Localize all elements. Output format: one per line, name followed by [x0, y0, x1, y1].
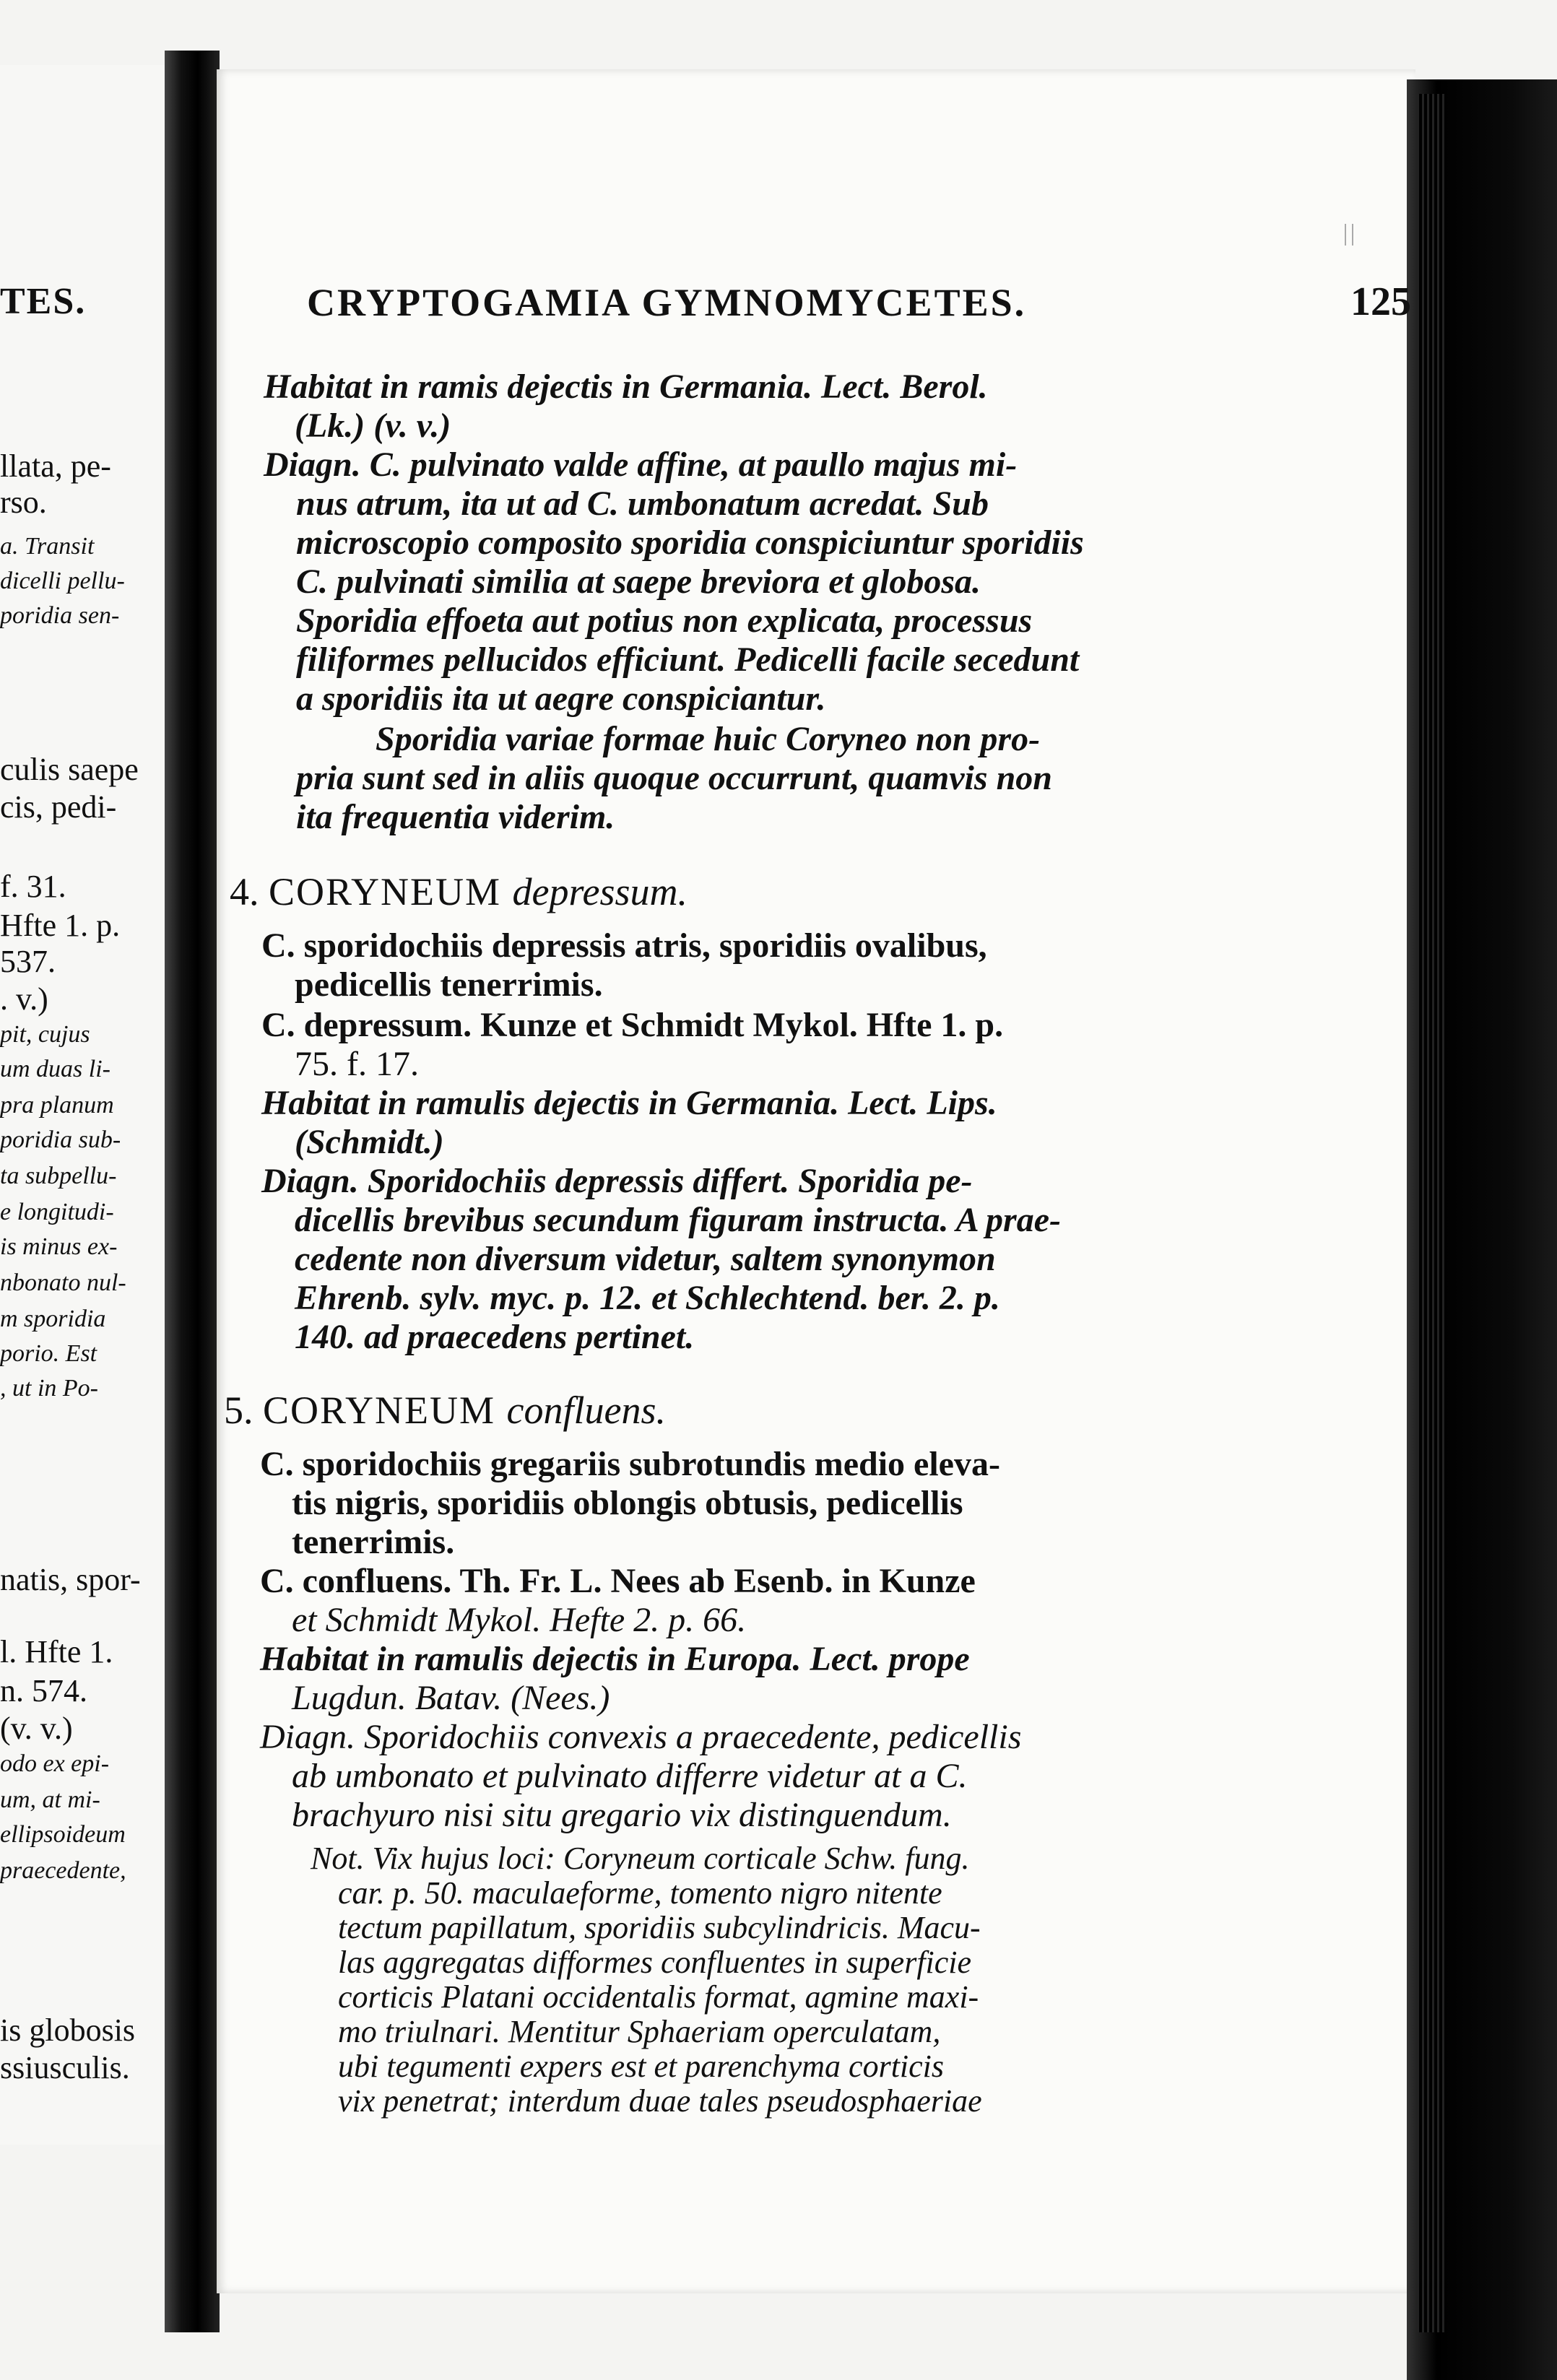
- text-line: ab umbonato et pulvinato differre videtur at a C.: [292, 1757, 968, 1795]
- left-page-text-fragment: is minus ex-: [0, 1233, 118, 1260]
- text-line: C. confluens. Th. Fr. L. Nees ab Esenb. in Kunze: [260, 1562, 976, 1600]
- species-number: 4.: [230, 870, 269, 913]
- text-line: Habitat in ramulis dejectis in Europa. Lect. prope: [260, 1640, 970, 1678]
- text-line: Lugdun. Batav. (Nees.): [292, 1679, 610, 1717]
- left-page-text-fragment: porio. Est: [0, 1340, 97, 1367]
- left-page-text-fragment: e longitudi-: [0, 1199, 114, 1225]
- text-line: vix penetrat; interdum duae tales pseudosphaeriae: [338, 2083, 982, 2119]
- book-gutter: [165, 51, 220, 2332]
- left-page-text-fragment: ta subpellu-: [0, 1163, 117, 1189]
- species-heading: [230, 869, 688, 914]
- species-epithet: confluens.: [506, 1389, 667, 1432]
- text-line: corticis Platani occidentalis format, agmine maxi-: [338, 1979, 979, 2015]
- text-line: Habitat in ramis dejectis in Germania. Lect. Berol.: [264, 368, 988, 406]
- left-page-text-fragment: is globosis: [0, 2012, 136, 2048]
- text-line: mo triulnari. Mentitur Sphaeriam operculatam,: [338, 2014, 941, 2049]
- text-line: Diagn. Sporidochiis depressis differt. Sporidia pe-: [261, 1162, 973, 1200]
- text-line: (Lk.) (v. v.): [295, 407, 451, 445]
- left-page-text-fragment: nbonato nul-: [0, 1269, 126, 1296]
- left-page-text-fragment: um duas li-: [0, 1056, 110, 1082]
- text-line: Diagn. C. pulvinato valde affine, at paullo majus mi-: [264, 446, 1018, 484]
- text-line: brachyuro nisi situ gregario vix distinguendum.: [292, 1796, 952, 1834]
- left-page-text-fragment: poridia sen-: [0, 602, 120, 629]
- left-page-text-fragment: praecedente,: [0, 1857, 126, 1884]
- left-page-text-fragment: 537.: [0, 944, 56, 979]
- text-line: tis nigris, sporidiis oblongis obtusis, pedicellis: [292, 1484, 963, 1522]
- text-line: C. sporidochiis gregariis subrotundis medio eleva-: [260, 1445, 1000, 1483]
- page-number: 125: [1350, 279, 1411, 324]
- text-line: Diagn. Sporidochiis convexis a praecedente, pedicellis: [260, 1718, 1022, 1756]
- text-line: (Schmidt.): [295, 1123, 444, 1161]
- left-page-text-fragment: pra planum: [0, 1092, 114, 1119]
- left-page-text-fragment: um, at mi-: [0, 1786, 100, 1813]
- text-line: C. sporidochiis depressis atris, sporidiis ovalibus,: [261, 926, 987, 965]
- left-page-text-fragment: f. 31.: [0, 869, 66, 904]
- text-line: Ehrenb. sylv. myc. p. 12. et Schlechtend. ber. 2. p.: [295, 1279, 1000, 1317]
- text-line: ubi tegumenti expers est et parenchyma corticis: [338, 2049, 945, 2084]
- text-line: Habitat in ramulis dejectis in Germania. Lect. Lips.: [261, 1084, 997, 1122]
- left-page-text-fragment: (v. v.): [0, 1711, 73, 1746]
- scan-mark: [1345, 224, 1353, 246]
- text-line: cedente non diversum videtur, saltem synonymon: [295, 1240, 996, 1278]
- page-edges: [1417, 94, 1446, 2332]
- left-page-text-fragment: TES.: [0, 281, 87, 322]
- left-page-text-fragment: llata, pe-: [0, 448, 111, 484]
- left-page-text-fragment: l. Hfte 1.: [0, 1634, 113, 1669]
- text-line: 75. f. 17.: [295, 1045, 419, 1083]
- left-page-text-fragment: pit, cujus: [0, 1021, 90, 1048]
- species-heading: [224, 1388, 666, 1433]
- text-line: Sporidia effoeta aut potius non explicata, processus: [296, 601, 1033, 640]
- left-page-text-fragment: rso.: [0, 485, 47, 520]
- left-page-text-fragment: culis saepe: [0, 752, 139, 787]
- text-line: filiformes pellucidos efficiunt. Pedicelli facile secedunt: [296, 640, 1080, 679]
- genus-name: CORYNEUM: [269, 870, 513, 913]
- left-page-fragment: [0, 65, 185, 2145]
- text-line: tectum papillatum, sporidiis subcylindricis. Macu-: [338, 1910, 981, 1945]
- text-line: microscopio composito sporidia conspiciuntur sporidiis: [296, 524, 1084, 562]
- text-line: Not. Vix hujus loci: Coryneum corticale Schw. fung.: [311, 1841, 970, 1876]
- left-page-text-fragment: cis, pedi-: [0, 789, 117, 825]
- text-line: pedicellis tenerrimis.: [295, 965, 603, 1004]
- text-line: las aggregatas difformes confluentes in superficie: [338, 1945, 972, 1980]
- left-page-text-fragment: odo ex epi-: [0, 1750, 110, 1777]
- text-line: dicellis brevibus secundum figuram instructa. A prae-: [295, 1201, 1061, 1239]
- left-page-text-fragment: dicelli pellu-: [0, 568, 125, 594]
- text-line: a sporidiis ita ut aegre conspiciantur.: [296, 679, 826, 718]
- left-page-text-fragment: ssiusculis.: [0, 2050, 130, 2085]
- left-page-text-fragment: poridia sub-: [0, 1126, 121, 1153]
- text-line: Sporidia variae formae huic Coryneo non pro-: [376, 720, 1041, 758]
- genus-name: CORYNEUM: [263, 1389, 507, 1432]
- text-line: C. pulvinati similia at saepe breviora et globosa.: [296, 563, 981, 601]
- text-line: ita frequentia viderim.: [296, 798, 615, 836]
- left-page-text-fragment: , ut in Po-: [0, 1375, 98, 1402]
- left-page-text-fragment: natis, spor-: [0, 1562, 141, 1597]
- left-page-text-fragment: . v.): [0, 981, 48, 1017]
- text-line: tenerrimis.: [292, 1523, 455, 1561]
- left-page-text-fragment: n. 574.: [0, 1673, 87, 1708]
- text-line: C. depressum. Kunze et Schmidt Mykol. Hfte 1. p.: [261, 1006, 1004, 1044]
- text-line: pria sunt sed in aliis quoque occurrunt, quamvis non: [296, 759, 1052, 797]
- species-epithet: depressum.: [512, 870, 688, 913]
- text-line: car. p. 50. maculaeforme, tomento nigro nitente: [338, 1875, 942, 1911]
- species-number: 5.: [224, 1389, 263, 1432]
- text-line: et Schmidt Mykol. Hefte 2. p. 66.: [292, 1601, 747, 1639]
- text-line: nus atrum, ita ut ad C. umbonatum acredat. Sub: [296, 485, 989, 523]
- left-page-text-fragment: a. Transit: [0, 533, 95, 560]
- running-head: CRYPTOGAMIA GYMNOMYCETES.: [307, 281, 1027, 324]
- left-page-text-fragment: m sporidia: [0, 1306, 106, 1332]
- text-line: 140. ad praecedens pertinet.: [295, 1318, 695, 1356]
- left-page-text-fragment: ellipsoideum: [0, 1821, 126, 1848]
- left-page-text-fragment: Hfte 1. p.: [0, 908, 121, 943]
